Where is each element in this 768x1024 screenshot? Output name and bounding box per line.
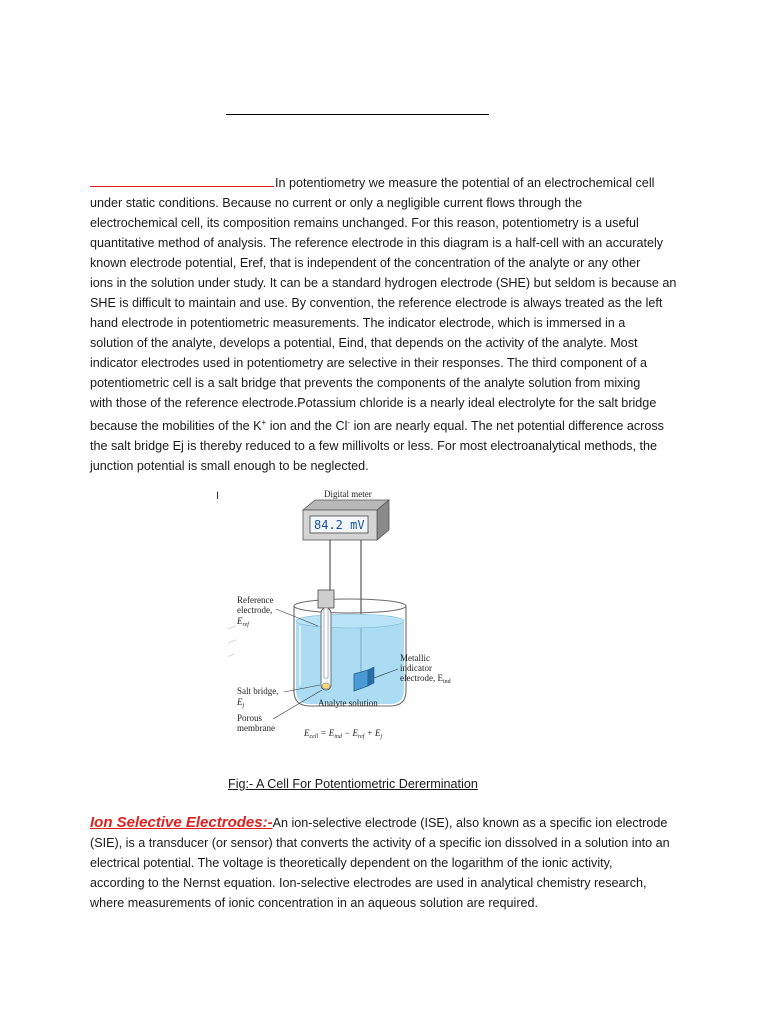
paragraph-line: indicator electrodes used in potentiometry are selective in their responses. The third component of a bbox=[90, 356, 647, 370]
paragraph-line: under static conditions. Because no current or only a negligible current flows through the bbox=[90, 196, 583, 210]
paragraph-line: SHE is difficult to maintain and use. By convention, the reference electrode is always treated as the left bbox=[90, 296, 663, 310]
label-line: electrode, $E_{ind}$ bbox=[400, 673, 451, 685]
paragraph-line: where measurements of ionic concentration in an aqueous solution are required. bbox=[90, 896, 539, 910]
digital-meter bbox=[303, 500, 389, 540]
paragraph-line: solution of the analyte, develops a potential, Eind, that depends on the activity of the analyte. Most bbox=[90, 336, 638, 350]
paragraph-text: In potentiometry we measure the potential of an electrochemical cell bbox=[275, 176, 655, 190]
paragraph-line bbox=[90, 813, 690, 833]
label-line: Metallic bbox=[400, 653, 430, 663]
label-line: Salt bridge, bbox=[237, 686, 279, 696]
stray-mark: I bbox=[216, 490, 220, 502]
label-line: electrode, bbox=[237, 605, 273, 615]
paragraph-text: because the mobilities of the K bbox=[90, 419, 262, 434]
paragraph-line: according to the Nernst equation. Ion-selective electrodes are used in analytical chemistry research, bbox=[90, 876, 647, 890]
title-underline-rule bbox=[226, 114, 489, 115]
potentiometry-paragraph bbox=[90, 173, 690, 476]
superscript: - bbox=[347, 418, 351, 427]
paragraph-line: the salt bridge Ej is thereby reduced to a few millivolts or less. For most electroanalytical methods, the bbox=[90, 439, 657, 454]
superscript: + bbox=[261, 418, 267, 427]
label-line: indicator bbox=[400, 663, 432, 673]
paragraph-text: ion are nearly equal. The net potential difference across bbox=[350, 419, 664, 434]
paragraph-line: quantitative method of analysis. The reference electrode in this diagram is a half-cell with an accurately bbox=[90, 236, 664, 250]
section-heading: Ion Selective Electrodes:- bbox=[90, 814, 273, 831]
faint-scan-marks bbox=[228, 626, 236, 662]
paragraph-text: An ion-selective electrode (ISE), also known as a specific ion electrode bbox=[272, 816, 668, 830]
paragraph-line: junction potential is small enough to be neglected. bbox=[90, 459, 369, 474]
potentiometric-cell-figure bbox=[228, 486, 528, 748]
paragraph-line: known electrode potential, Eref, that is independent of the concentration of the analyte or any other bbox=[90, 256, 641, 270]
label-line: Reference bbox=[237, 595, 274, 605]
meter-reading: 84.2 mV bbox=[314, 518, 365, 532]
label-line: Porous bbox=[237, 713, 263, 723]
paragraph-line: electrical potential. The voltage is theoretically dependent on the logarithm of the ionic activity, bbox=[90, 856, 613, 870]
meter-title: Digital meter bbox=[324, 489, 372, 499]
label-line: $E_{ref}$ bbox=[237, 616, 249, 628]
red-heading-underline bbox=[90, 173, 274, 187]
paragraph-line: potentiometric cell is a salt bridge that prevents the components of the analyte solution from mixing bbox=[90, 376, 641, 390]
analyte-solution-label: Analyte solution bbox=[318, 698, 378, 708]
paragraph-text: ion and the Cl bbox=[266, 419, 348, 434]
paragraph-line bbox=[90, 413, 690, 436]
paragraph-line: hand electrode in potentiometric measurements. The indicator electrode, which is immersed in a bbox=[90, 316, 626, 330]
figure-caption: Fig:- A Cell For Potentiometric Derermination bbox=[228, 777, 478, 791]
label-line: $E_j$ bbox=[237, 697, 245, 709]
label-line: membrane bbox=[237, 723, 275, 733]
paragraph-line: with those of the reference electrode.Potassium chloride is a nearly ideal electrolyte for the salt bridge bbox=[90, 396, 657, 410]
paragraph-line: (SIE), is a transducer (or sensor) that converts the activity of a specific ion dissolved in a solution into an bbox=[90, 836, 670, 850]
paragraph-line bbox=[90, 173, 690, 193]
beaker bbox=[294, 599, 406, 706]
paragraph-line: electrochemical cell, its composition remains unchanged. For this reason, potentiometry is a useful bbox=[90, 216, 639, 230]
paragraph-line: ions in the solution under study. It can be a standard hydrogen electrode (SHE) but seldom is because an bbox=[90, 276, 677, 290]
ion-selective-paragraph bbox=[90, 813, 690, 913]
cell-equation: $E_{cell} = E_{ind} - E_{ref} + E_j$ bbox=[304, 728, 383, 740]
